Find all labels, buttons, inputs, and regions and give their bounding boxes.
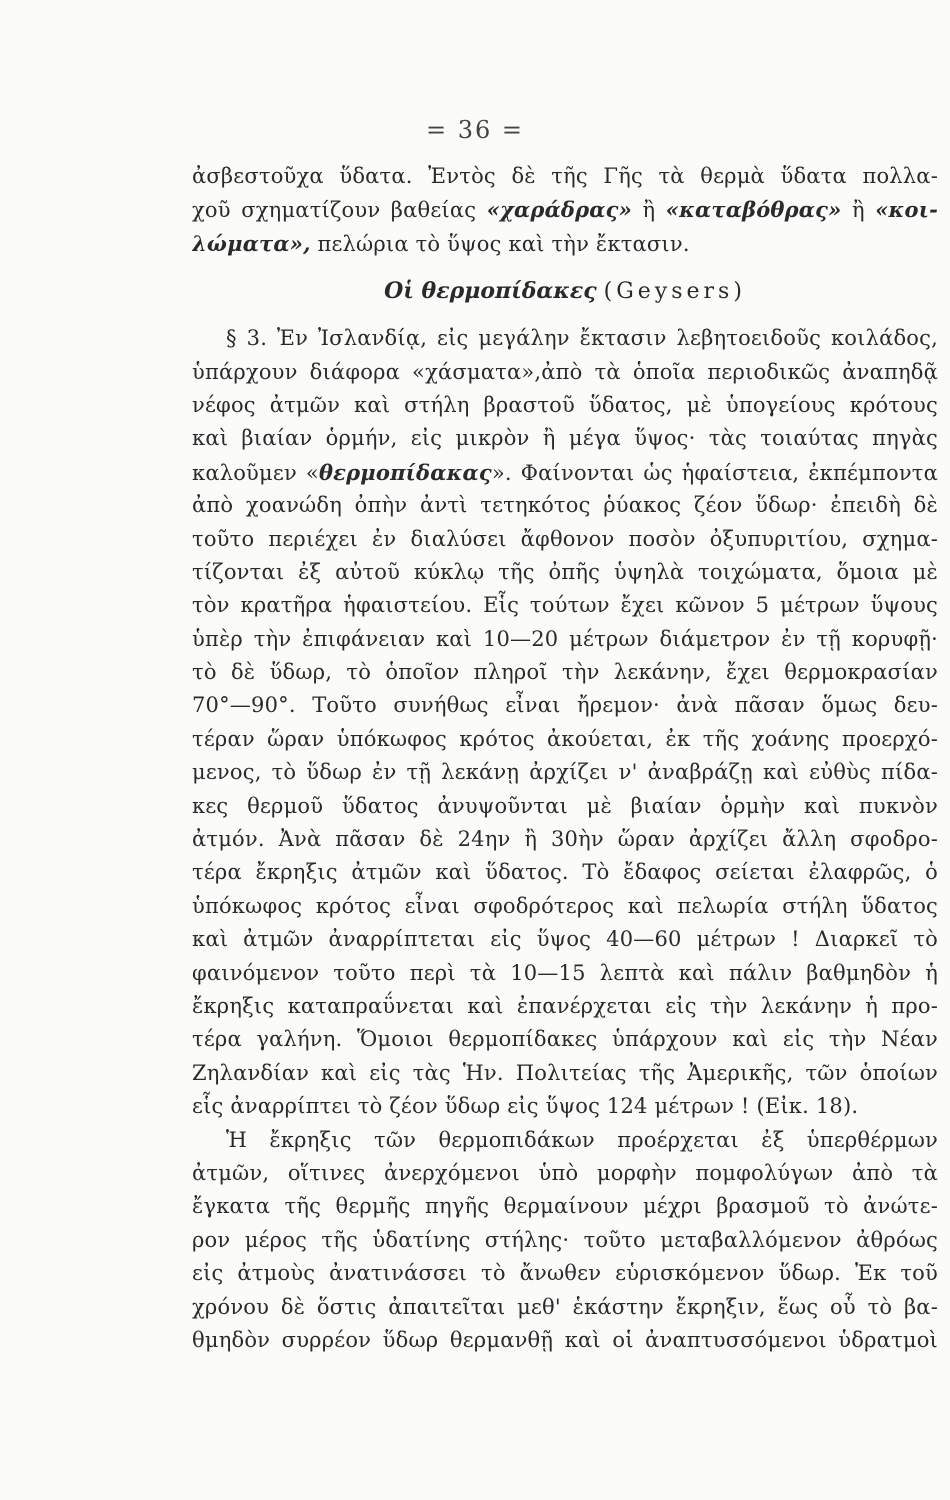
text-run: ἀτμόν. Ἀνὰ πᾶσαν δὲ 24ην ἢ 30ὴν ὥραν ἀρχίζει ἄλλη σφοδρο- [192,827,938,852]
text-run: τὸν κρατῆρα ἡφαιστείου. Εἷς τούτων ἔχει κῶνον 5 μέτρων ὕψους [192,593,938,618]
text-line [192,623,938,656]
text-run: 70°—90°. Τοῦτο συνήθως εἶναι ἤρεμον· ἀνὰ πᾶσαν ὅμως δευ- [192,693,938,718]
text-run: χρόνου δὲ ὅστις ἀπαιτεῖται μεθ' ἑκάστην ἔκρηξιν, ἕως οὗ τὸ βα- [192,1294,938,1319]
paragraph-3 [192,1124,938,1358]
text-line [192,957,938,990]
text-line [192,723,938,756]
emphasized-term: «χαράδρας» [486,197,632,223]
text-line [192,589,938,622]
text-line [192,1090,938,1123]
text-run: πελώρια τὸ ὕψος καὶ τὴν ἔκτασιν. [310,231,690,256]
text-line [192,1157,938,1190]
body-text [192,160,938,1357]
text-line [192,823,938,856]
text-run: ὑπάρχουν διάφορα «χάσματα»,ἀπὸ τὰ ὁποῖα περιοδικῶς ἀναπηδᾷ [192,359,938,384]
text-run: ἢ [841,198,876,223]
text-line [192,756,938,789]
text-line [192,1224,938,1257]
text-run: τοῦτο περιέχει ἐν διαλύσει ἄφθονον ποσὸν ὀξυπυριτίου, σχημα- [192,526,938,551]
text-line [192,389,938,422]
text-line [192,1324,938,1357]
text-line [192,193,938,226]
text-run: ὑπὲρ τὴν ἐπιφάνειαν καὶ 10—20 μέτρων διάμετρον ἐν τῇ κορυφῇ· [192,626,938,651]
text-line [192,1190,938,1223]
text-line [192,856,938,889]
text-run: καλοῦμεν « [192,460,319,485]
text-run: τίζονται ἐξ αὐτοῦ κύκλῳ τῆς ὀπῆς ὑψηλὰ τοιχώματα, ὅμοια μὲ [192,559,938,584]
text-run: Ἡ ἔκρηξις τῶν θερμοπιδάκων προέρχεται ἐξ ὑπερθέρμων [226,1127,938,1152]
text-line [192,1023,938,1056]
text-run: ἔκρηξις καταπραΰνεται καὶ ἐπανέρχεται εἰς τὴν λεκάνην ἡ προ- [192,993,938,1018]
text-line [192,356,938,389]
text-run: § 3. Ἐν Ἰσλανδίᾳ, εἰς μεγάλην ἔκτασιν λεβητοειδοῦς κοιλάδος, [226,326,938,351]
emphasized-term: «κοι- [875,197,938,223]
text-run: τέρα γαλήνη. Ὅμοιοι θερμοπίδακες ὑπάρχουν καὶ εἰς τὴν Νέαν [192,1027,938,1052]
text-run: καὶ ἀτμῶν ἀναρρίπτεται εἰς ὕψος 40—60 μέτρων ! Διαρκεῖ τὸ [192,927,938,952]
text-line [192,790,938,823]
text-run: ὑπόκωφος κρότος εἶναι σφοδρότερος καὶ πελωρία στήλη ὕδατος [192,893,938,918]
text-run: ἀπὸ χοανώδη ὀπὴν ἀντὶ τετηκότος ῥύακος ζέον ὕδωρ· ἐπειδὴ δὲ [192,493,938,518]
text-line [192,923,938,956]
page-number: = 36 = [425,116,524,144]
text-line [192,1057,938,1090]
text-line [192,160,938,193]
text-line [192,556,938,589]
emphasized-term: λώματα», [192,230,311,256]
text-line [192,1291,938,1324]
text-run: ». Φαίνονται ὡς ἡφαίστεια, ἐκπέμποντα [491,460,938,485]
emphasized-term: «καταβόθρας» [665,197,842,223]
text-run: ἢ [631,198,666,223]
text-line [192,322,938,355]
text-line [192,489,938,522]
text-run: τέρα ἔκρηξις ἀτμῶν καὶ ὕδατος. Τὸ ἔδαφος σείεται ἐλαφρῶς, ὁ [192,860,938,885]
text-line [192,656,938,689]
text-line [192,227,938,260]
text-run: εἷς ἀναρρίπτει τὸ ζέον ὕδωρ εἰς ὕψος 124 μέτρων ! (Εἰκ. 18). [192,1094,859,1119]
emphasized-term: θερμοπίδακας [318,459,492,485]
text-line [192,456,938,489]
text-line [192,422,938,455]
section-heading [192,260,938,322]
text-line [192,1124,938,1157]
heading-latin: (Geysers) [603,279,746,305]
text-line [192,890,938,923]
text-run: ἔγκατα τῆς θερμῆς πηγῆς θερμαίνουν μέχρι βρασμοῦ τὸ ἀνώτε- [192,1194,938,1219]
paragraph-2 [192,322,938,1123]
text-run: θμηδὸν συρρέον ὕδωρ θερμανθῇ καὶ οἱ ἀναπτυσσόμενοι ὑδρατμοὶ [192,1327,938,1352]
text-line [192,523,938,556]
paragraph-1 [192,160,938,260]
text-run: εἰς ἀτμοὺς ἀνατινάσσει τὸ ἄνωθεν εὑρισκόμενον ὕδωρ. Ἐκ τοῦ [192,1261,938,1286]
text-run: νέφος ἀτμῶν καὶ στήλη βραστοῦ ὕδατος, μὲ ὑπογείους κρότους [192,392,938,417]
text-run: ρον μέρος τῆς ὑδατίνης στήλης· τοῦτο μεταβαλλόμενον ἀθρόως [192,1227,938,1252]
text-run: ἀτμῶν, οἵτινες ἀνερχόμενοι ὑπὸ μορφὴν πομφολύγων ἀπὸ τὰ [192,1160,938,1185]
text-line [192,689,938,722]
text-run: μενος, τὸ ὕδωρ ἐν τῇ λεκάνῃ ἀρχίζει ν' ἀναβράζῃ καὶ εὐθὺς πίδα- [192,760,938,785]
text-run: τέραν ὥραν ὑπόκωφος κρότος ἀκούεται, ἐκ τῆς χοάνης προερχό- [192,726,938,751]
text-line [192,1257,938,1290]
text-run: ἀσβεστοῦχα ὕδατα. Ἐντὸς δὲ τῆς Γῆς τὰ θερμὰ ὕδατα πολλα- [192,164,938,188]
text-run: τὸ δὲ ὕδωρ, τὸ ὁποῖον πληροῖ τὴν λεκάνην, ἔχει θερμοκρασίαν [192,660,938,685]
heading-greek: Οἱ θερμοπίδακες [384,278,597,305]
text-run: καὶ βιαίαν ὁρμήν, εἰς μικρὸν ἢ μέγα ὕψος· τὰς τοιαύτας πηγὰς [192,426,938,451]
text-run: χοῦ σχηματίζουν βαθείας [192,198,487,223]
text-line [192,990,938,1023]
text-run: φαινόμενον τοῦτο περὶ τὰ 10—15 λεπτὰ καὶ πάλιν βαθμηδὸν ἡ [192,960,938,985]
text-run: Ζηλανδίαν καὶ εἰς τὰς Ἡν. Πολιτείας τῆς Ἀμερικῆς, τῶν ὁποίων [192,1060,938,1085]
text-run: κες θερμοῦ ὕδατος ἀνυψοῦνται μὲ βιαίαν ὁρμὴν καὶ πυκνὸν [192,793,938,818]
